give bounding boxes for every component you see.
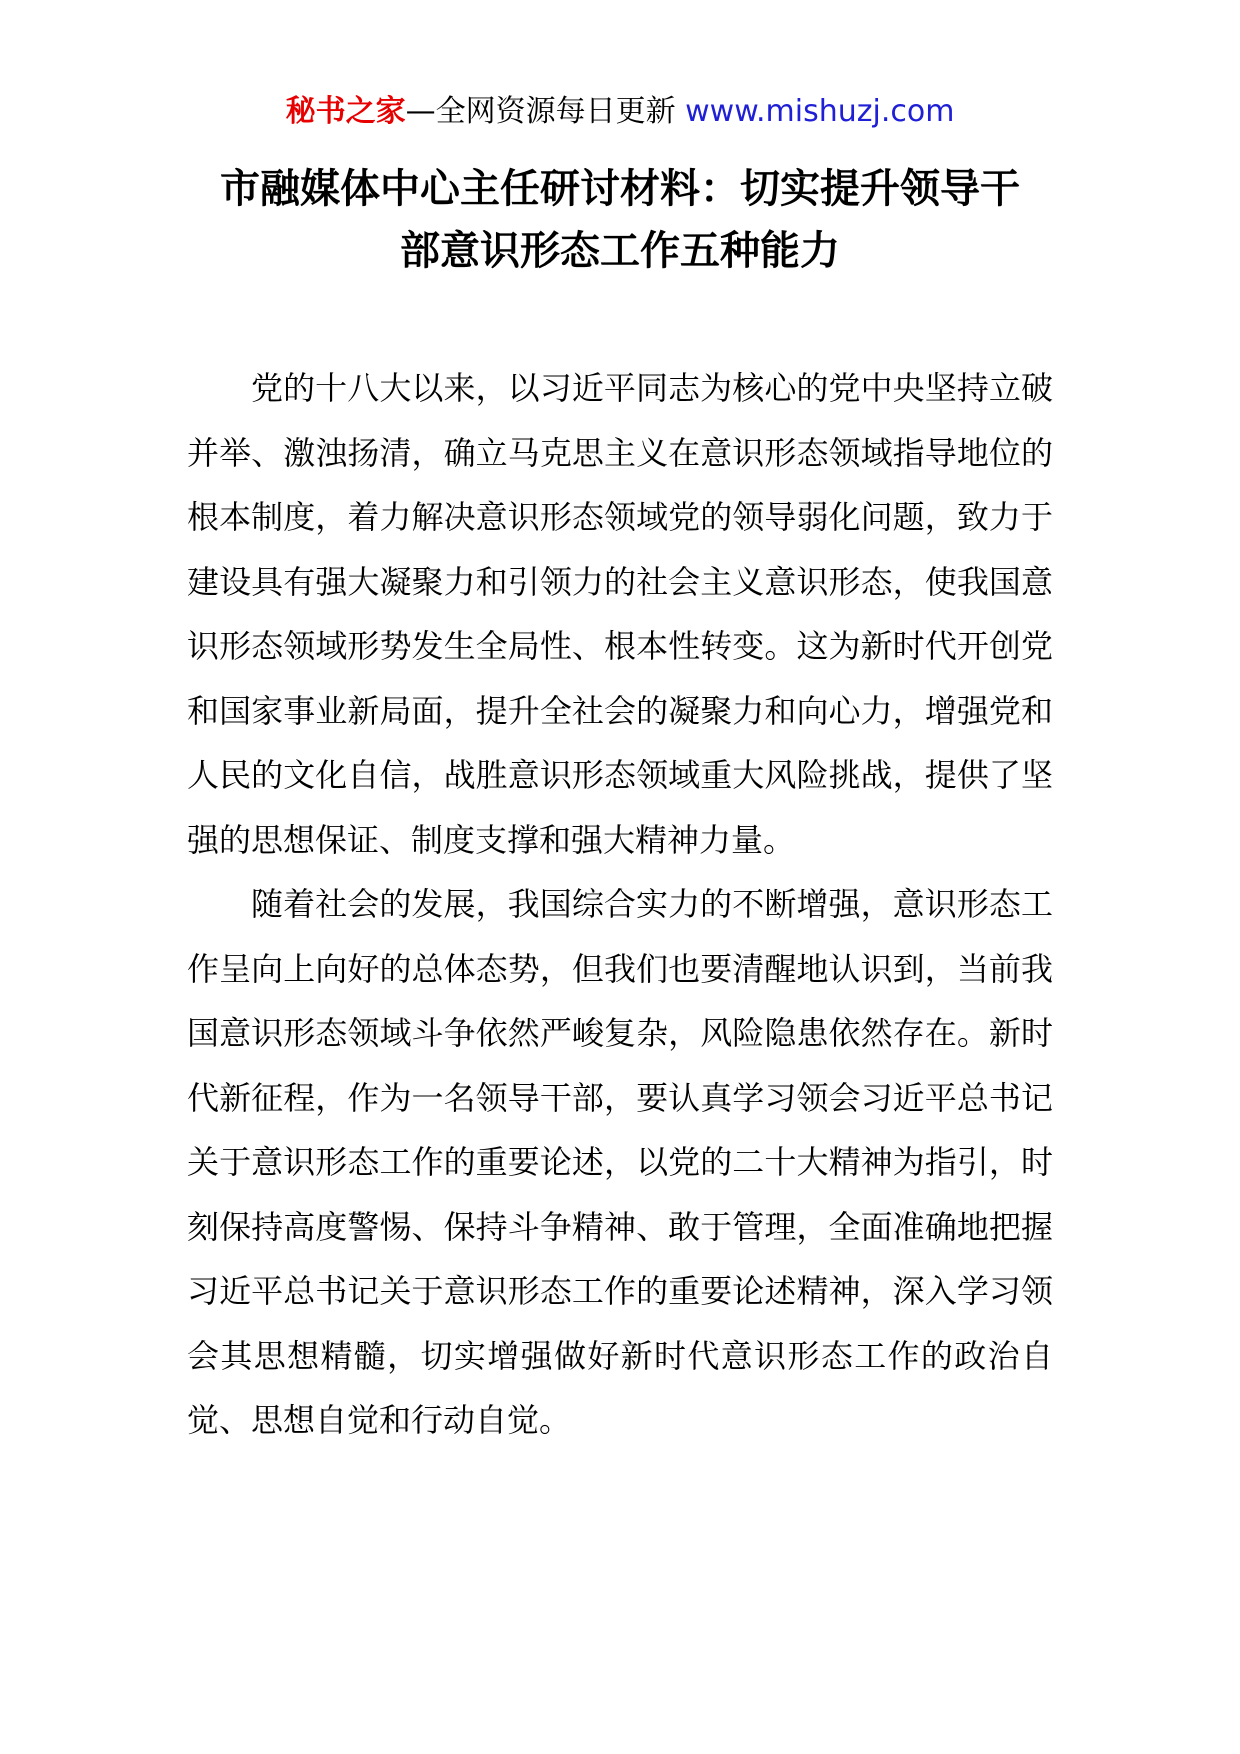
body-paragraph-2: 随着社会的发展，我国综合实力的不断增强，意识形态工作呈向上向好的总体态势，但我们也要清醒地认识到，当前我国意识形态领域斗争依然严峻复杂，风险隐患依然存在。新时代新征程，作为一名领导干部，要认真学习领会习近平总书记关于意识形态工作的重要论述，以党的二十大精神为指引，时刻保持高度警惕、保持斗争精神、敢于管理，全面准确地把握习近平总书记关于意识形态工作的重要论述精神，深入学习领会其思想精髓，切实增强做好新时代意识形态工作的政治自觉、思想自觉和行动自觉。 [187, 885, 1053, 1439]
document-title [150, 158, 1090, 282]
site-url-link[interactable]: www.mishuzj.com [685, 94, 955, 129]
site-tagline: —全网资源每日更新 [405, 94, 676, 129]
document-title-line-2: 部意识形态工作五种能力 [400, 228, 840, 274]
site-header [0, 92, 1240, 132]
document-body [187, 356, 1053, 1453]
body-paragraph-1: 党的十八大以来，以习近平同志为核心的党中央坚持立破并举、激浊扬清，确立马克思主义在意识形态领域指导地位的根本制度，着力解决意识形态领域党的领导弱化问题，致力于建设具有强大凝聚力和引领力的社会主义意识形态，使我国意识形态领域形势发生全局性、根本性转变。这为新时代开创党和国家事业新局面，提升全社会的凝聚力和向心力，增强党和人民的文化自信，战胜意识形态领域重大风险挑战，提供了坚强的思想保证、制度支撑和强大精神力量。 [187, 369, 1053, 859]
site-brand: 秘书之家 [285, 94, 406, 129]
document-title-line-1: 市融媒体中心主任研讨材料：切实提升领导干 [220, 166, 1020, 212]
